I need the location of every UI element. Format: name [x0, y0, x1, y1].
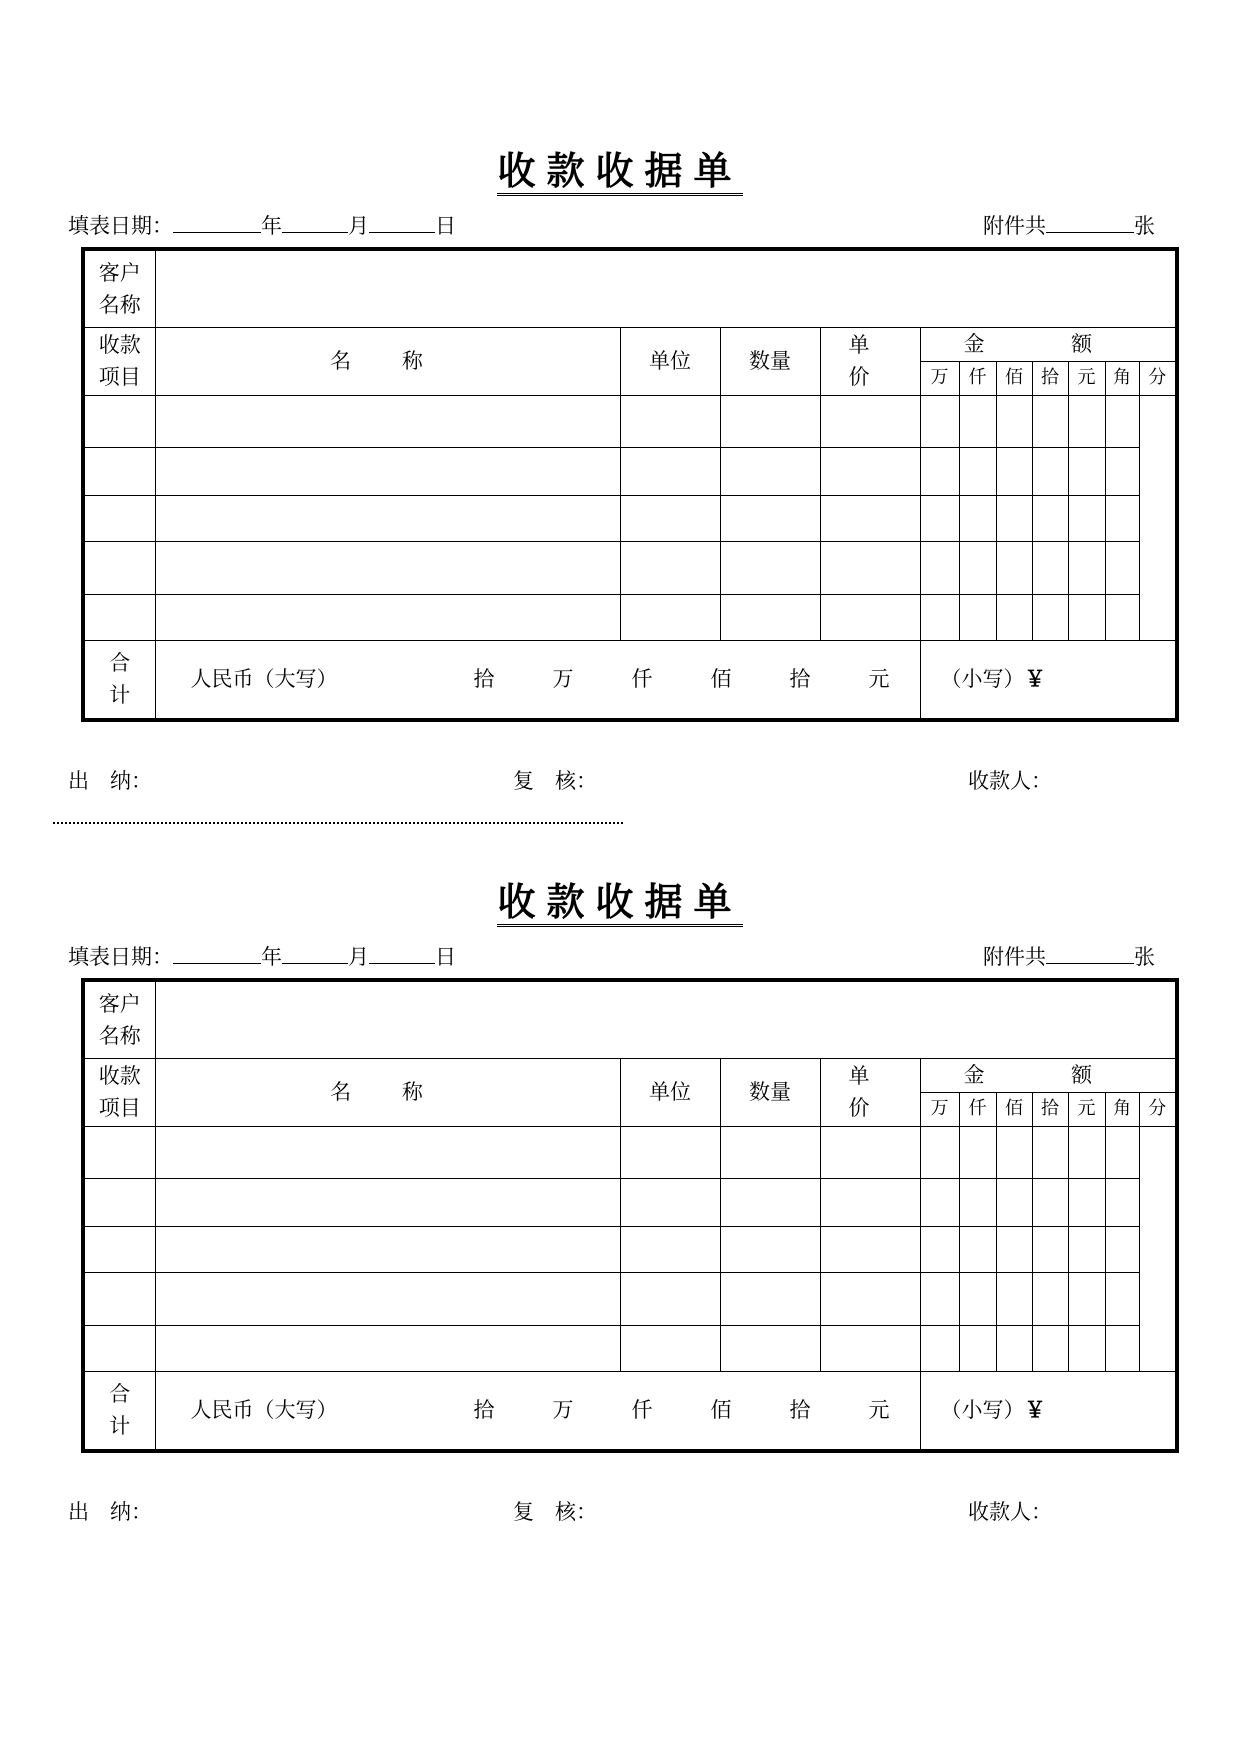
amount-shi-cell[interactable] — [996, 594, 1032, 640]
item-price-cell[interactable] — [720, 1226, 820, 1272]
digit-fen: 分 — [1139, 361, 1177, 395]
total-xiaoxie-cell[interactable] — [920, 1371, 1177, 1451]
items-label: 收款 项目 — [83, 1058, 155, 1126]
customer-row — [83, 249, 1177, 327]
amount-shi-cell[interactable] — [996, 395, 1032, 447]
col-unit-header: 单位 — [620, 327, 720, 395]
amount-wan-cell[interactable] — [820, 1126, 920, 1178]
item-price-cell[interactable] — [720, 395, 820, 447]
item-qty-cell[interactable] — [620, 1226, 720, 1272]
item-name-cell[interactable] — [83, 495, 155, 541]
item-qty-cell[interactable] — [620, 395, 720, 447]
daxie-unit: 拾 — [473, 667, 495, 692]
amount-jiao-cell[interactable] — [1068, 1272, 1105, 1325]
item-unit-cell[interactable] — [155, 395, 620, 447]
attachment-line — [983, 941, 1155, 971]
cut-line — [53, 822, 623, 824]
year-label: 年 — [261, 945, 282, 969]
amount-yuan-cell[interactable] — [1032, 1126, 1068, 1178]
amount-wan-cell[interactable] — [820, 1178, 920, 1226]
item-qty-cell[interactable] — [620, 447, 720, 495]
item-name-cell[interactable] — [83, 395, 155, 447]
receipt-table — [81, 247, 1179, 722]
attach-count-blank[interactable] — [1046, 945, 1134, 964]
amount-fen-cell[interactable] — [1105, 1325, 1139, 1371]
item-unit-cell[interactable] — [155, 1325, 620, 1371]
items-label: 收款 项目 — [83, 327, 155, 395]
total-row — [83, 1371, 1177, 1451]
amount-yuan-cell[interactable] — [1032, 447, 1068, 495]
digit-yuan: 元 — [1068, 1092, 1105, 1126]
attach-count-blank[interactable] — [1046, 214, 1134, 233]
digit-bai: 佰 — [996, 361, 1032, 395]
amount-fen-cell[interactable] — [1105, 1272, 1139, 1325]
item-qty-cell[interactable] — [620, 541, 720, 594]
total-daxie-cell[interactable] — [155, 1371, 920, 1451]
receipt-form-top — [0, 0, 1240, 793]
digit-wan: 万 — [920, 1092, 959, 1126]
date-line — [68, 941, 456, 971]
col-qty-header: 数量 — [720, 327, 820, 395]
item-row — [83, 1226, 1177, 1272]
item-row — [83, 1178, 1177, 1226]
amount-wan-cell[interactable] — [820, 395, 920, 447]
item-row — [83, 447, 1177, 495]
amount-bai-cell[interactable] — [959, 1226, 996, 1272]
month-label: 月 — [348, 945, 369, 969]
amount-bai-cell[interactable] — [959, 395, 996, 447]
receipt-table — [81, 978, 1179, 1453]
item-qty-cell[interactable] — [620, 1126, 720, 1178]
col-price-header: 单 价 — [820, 1058, 920, 1126]
item-price-cell[interactable] — [720, 1325, 820, 1371]
amount-qian-cell[interactable] — [920, 1325, 959, 1371]
receipt-form-bottom — [0, 731, 1240, 1524]
total-xiaoxie-cell[interactable] — [920, 640, 1177, 720]
amount-wan-cell[interactable] — [820, 1325, 920, 1371]
item-qty-cell[interactable] — [620, 495, 720, 541]
item-unit-cell[interactable] — [155, 1126, 620, 1178]
day-label: 日 — [435, 214, 456, 238]
item-row — [83, 1325, 1177, 1371]
item-price-cell[interactable] — [720, 594, 820, 640]
amount-yuan-cell[interactable] — [1032, 1325, 1068, 1371]
daxie-unit: 元 — [868, 667, 890, 692]
date-label: 填表日期： — [68, 214, 173, 238]
amount-yuan-cell[interactable] — [1032, 594, 1068, 640]
item-unit-cell[interactable] — [155, 495, 620, 541]
header-row — [83, 1058, 1177, 1092]
amount-wan-cell[interactable] — [820, 495, 920, 541]
customer-name-cell[interactable] — [155, 980, 1177, 1058]
item-price-cell[interactable] — [720, 1178, 820, 1226]
item-price-cell[interactable] — [720, 495, 820, 541]
col-qty-header: 数量 — [720, 1058, 820, 1126]
amount-fen-cell[interactable] — [1105, 594, 1139, 640]
amount-fen-cell[interactable] — [1105, 447, 1139, 495]
amount-fen-cell[interactable] — [1105, 395, 1139, 447]
item-qty-cell[interactable] — [620, 1325, 720, 1371]
item-name-cell[interactable] — [83, 1272, 155, 1325]
amount-jiao-cell[interactable] — [1068, 1226, 1105, 1272]
amount-qian-cell[interactable] — [920, 1272, 959, 1325]
item-name-cell[interactable] — [83, 1178, 155, 1226]
amount-shi-cell[interactable] — [996, 1226, 1032, 1272]
item-name-cell[interactable] — [83, 1126, 155, 1178]
daxie-label: 人民币（大写） — [190, 1398, 338, 1423]
attach-prefix: 附件共 — [983, 945, 1046, 969]
amount-fen-cell[interactable] — [1105, 495, 1139, 541]
amount-yuan-cell[interactable] — [1032, 495, 1068, 541]
amount-jiao-cell[interactable] — [1068, 594, 1105, 640]
amount-qian-cell[interactable] — [920, 1178, 959, 1226]
amount-yuan-cell[interactable] — [1032, 1178, 1068, 1226]
amount-yuan-cell[interactable] — [1032, 395, 1068, 447]
amount-bai-cell[interactable] — [959, 594, 996, 640]
total-daxie-cell[interactable] — [155, 640, 920, 720]
digit-bai: 佰 — [996, 1092, 1032, 1126]
cashier-label: 出 纳： — [68, 769, 152, 793]
day-label: 日 — [435, 945, 456, 969]
yen-icon: ￥ — [1024, 1398, 1046, 1423]
amount-bai-cell[interactable] — [959, 447, 996, 495]
col-name-header: 名 称 — [155, 1058, 620, 1126]
review-label: 复 核： — [513, 1500, 597, 1524]
item-unit-cell[interactable] — [155, 541, 620, 594]
item-row — [83, 541, 1177, 594]
item-row — [83, 395, 1177, 447]
amount-shi-cell[interactable] — [996, 1178, 1032, 1226]
form-title: 收款收据单 — [0, 140, 1240, 195]
amount-yuan-cell[interactable] — [1032, 541, 1068, 594]
cashier-label: 出 纳： — [68, 1500, 152, 1524]
digit-qian: 仟 — [959, 1092, 996, 1126]
daxie-unit: 仟 — [631, 667, 653, 692]
item-name-cell[interactable] — [83, 594, 155, 640]
amount-qian-cell[interactable] — [920, 1126, 959, 1178]
amount-qian-cell[interactable] — [920, 495, 959, 541]
digit-wan: 万 — [920, 361, 959, 395]
xiaoxie-label: （小写） — [940, 667, 1025, 692]
amount-fen-cell[interactable] — [1105, 1178, 1139, 1226]
item-unit-cell[interactable] — [155, 594, 620, 640]
amount-wan-cell[interactable] — [820, 594, 920, 640]
daxie-unit: 万 — [552, 667, 574, 692]
digit-yuan: 元 — [1068, 361, 1105, 395]
amount-qian-cell[interactable] — [920, 541, 959, 594]
amount-shi-cell[interactable] — [996, 1325, 1032, 1371]
amount-bai-cell[interactable] — [959, 495, 996, 541]
amount-jiao-cell[interactable] — [1068, 1325, 1105, 1371]
item-row — [83, 495, 1177, 541]
digit-shi: 拾 — [1032, 361, 1068, 395]
month-label: 月 — [348, 214, 369, 238]
date-line — [68, 210, 456, 240]
col-price-header: 单 价 — [820, 327, 920, 395]
item-name-cell[interactable] — [83, 1226, 155, 1272]
attach-prefix: 附件共 — [983, 214, 1046, 238]
col-amount-header: 金 额 — [920, 327, 1177, 361]
attach-suffix: 张 — [1134, 214, 1155, 238]
col-name-header: 名 称 — [155, 327, 620, 395]
daxie-unit: 仟 — [631, 1398, 653, 1423]
item-qty-cell[interactable] — [620, 1178, 720, 1226]
review-label: 复 核： — [513, 769, 597, 793]
amount-qian-cell[interactable] — [920, 447, 959, 495]
item-unit-cell[interactable] — [155, 1272, 620, 1325]
customer-label: 客户 名称 — [83, 249, 155, 327]
amount-wan-cell[interactable] — [820, 541, 920, 594]
amount-yuan-cell[interactable] — [1032, 1272, 1068, 1325]
amount-jiao-cell[interactable] — [1068, 495, 1105, 541]
item-row — [83, 1272, 1177, 1325]
daxie-unit: 拾 — [473, 1398, 495, 1423]
day-blank[interactable] — [369, 214, 435, 233]
amount-jiao-cell[interactable] — [1068, 1126, 1105, 1178]
amount-qian-cell[interactable] — [920, 1226, 959, 1272]
amount-shi-cell[interactable] — [996, 1272, 1032, 1325]
form-title: 收款收据单 — [0, 871, 1240, 926]
month-blank[interactable] — [282, 214, 348, 233]
amount-wan-cell[interactable] — [820, 447, 920, 495]
attachment-line — [983, 210, 1155, 240]
digit-fen: 分 — [1139, 1092, 1177, 1126]
col-unit-header: 单位 — [620, 1058, 720, 1126]
payee-label: 收款人： — [968, 769, 1052, 793]
header-row — [83, 327, 1177, 361]
customer-name-cell[interactable] — [155, 249, 1177, 327]
digit-jiao: 角 — [1105, 361, 1139, 395]
item-price-cell[interactable] — [720, 447, 820, 495]
amount-yuan-cell[interactable] — [1032, 1226, 1068, 1272]
month-blank[interactable] — [282, 945, 348, 964]
amount-bai-cell[interactable] — [959, 1178, 996, 1226]
item-row — [83, 594, 1177, 640]
amount-qian-cell[interactable] — [920, 594, 959, 640]
daxie-unit: 元 — [868, 1398, 890, 1423]
amount-fen-cell[interactable] — [1105, 1226, 1139, 1272]
amount-bai-cell[interactable] — [959, 541, 996, 594]
amount-jiao-cell[interactable] — [1068, 395, 1105, 447]
total-label: 合 计 — [83, 1371, 155, 1451]
item-name-cell[interactable] — [83, 447, 155, 495]
daxie-unit: 佰 — [710, 667, 732, 692]
col-amount-header: 金 额 — [920, 1058, 1177, 1092]
item-qty-cell[interactable] — [620, 594, 720, 640]
item-unit-cell[interactable] — [155, 447, 620, 495]
daxie-unit: 佰 — [710, 1398, 732, 1423]
total-row — [83, 640, 1177, 720]
payee-label: 收款人： — [968, 1500, 1052, 1524]
digit-jiao: 角 — [1105, 1092, 1139, 1126]
item-price-cell[interactable] — [720, 1126, 820, 1178]
date-label: 填表日期： — [68, 945, 173, 969]
item-price-cell[interactable] — [720, 541, 820, 594]
amount-fen-cell[interactable] — [1105, 541, 1139, 594]
amount-qian-cell[interactable] — [920, 395, 959, 447]
item-unit-cell[interactable] — [155, 1178, 620, 1226]
digit-shi: 拾 — [1032, 1092, 1068, 1126]
yen-icon: ￥ — [1024, 667, 1046, 692]
amount-shi-cell[interactable] — [996, 1126, 1032, 1178]
year-blank[interactable] — [173, 214, 261, 233]
amount-wan-cell[interactable] — [820, 1226, 920, 1272]
amount-wan-cell[interactable] — [820, 1272, 920, 1325]
item-name-cell[interactable] — [83, 541, 155, 594]
item-price-cell[interactable] — [720, 1272, 820, 1325]
day-blank[interactable] — [369, 945, 435, 964]
amount-jiao-cell[interactable] — [1068, 447, 1105, 495]
item-name-cell[interactable] — [83, 1325, 155, 1371]
amount-bai-cell[interactable] — [959, 1272, 996, 1325]
attach-suffix: 张 — [1134, 945, 1155, 969]
amount-bai-cell[interactable] — [959, 1126, 996, 1178]
daxie-label: 人民币（大写） — [190, 667, 338, 692]
item-unit-cell[interactable] — [155, 1226, 620, 1272]
amount-fen-cell[interactable] — [1105, 1126, 1139, 1178]
amount-bai-cell[interactable] — [959, 1325, 996, 1371]
item-row — [83, 1126, 1177, 1178]
amount-jiao-cell[interactable] — [1068, 1178, 1105, 1226]
amount-shi-cell[interactable] — [996, 495, 1032, 541]
daxie-unit: 万 — [552, 1398, 574, 1423]
customer-label: 客户 名称 — [83, 980, 155, 1058]
item-qty-cell[interactable] — [620, 1272, 720, 1325]
year-blank[interactable] — [173, 945, 261, 964]
daxie-unit: 拾 — [789, 1398, 811, 1423]
digit-qian: 仟 — [959, 361, 996, 395]
amount-shi-cell[interactable] — [996, 447, 1032, 495]
year-label: 年 — [261, 214, 282, 238]
amount-jiao-cell[interactable] — [1068, 541, 1105, 594]
xiaoxie-label: （小写） — [940, 1398, 1025, 1423]
amount-shi-cell[interactable] — [996, 541, 1032, 594]
total-label: 合 计 — [83, 640, 155, 720]
customer-row — [83, 980, 1177, 1058]
daxie-unit: 拾 — [789, 667, 811, 692]
